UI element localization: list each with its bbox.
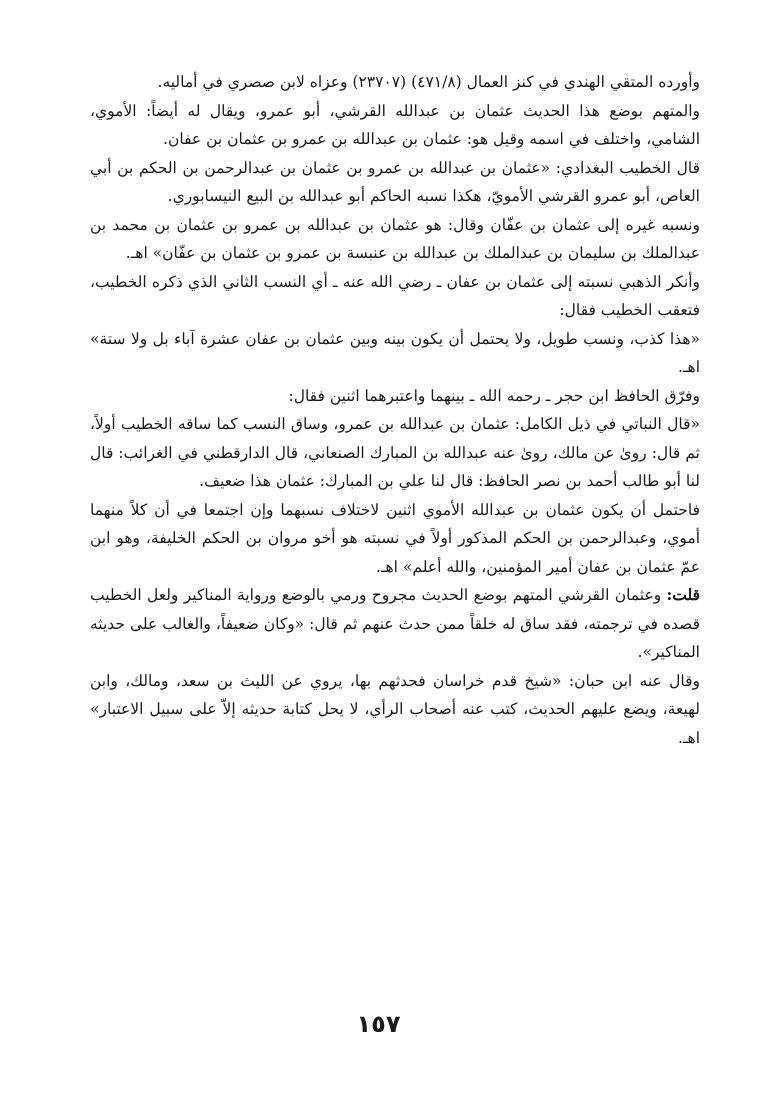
paragraph-accused-narrator: والمتهم بوضع هذا الحديث عثمان بن عبدالله القرشي، أبو عمرو، ويقال له أيضاً: الأموي، الشامي، واختلف في اسمه وقيل هو: عثمان بن عبدالله بن عمرو بن عثمان بن عفان. [90, 101, 700, 148]
paragraph-ibn-hibban: وقال عنه ابن حبان: «شيخ قدم خراسان فحدثهم بها، يروي عن الليث بن سعد، ومالك، وابن لهيعة، ويضع عليهم الحديث، كتب عنه أصحاب الرأي، لا يحل كتابة حديثه إلاّ على سبيل الاعتبار» اهـ. [90, 671, 700, 747]
page-number: ١٥٧ [356, 1010, 401, 1038]
paragraph-author-note [90, 581, 700, 667]
paragraph-two-persons: فاحتمل أن يكون عثمان بن عبدالله الأموي اثنين لاختلاف نسبهما وإن اجتمعا في أن كلاً منهما أموي، وعبدالرحمن بن الحكم المذكور أولاً في نسبته هو أخو مروان بن الحكم الخليفة، وهو ابن عمّ عثمان بن عفان أمير المؤمنين، والله أعلم» اهـ. [90, 500, 700, 576]
paragraph-dhahabi-quote: «هذا كذب، ونسب طويل، ولا يحتمل أن يكون بينه وبين عثمان بن عفان عشرة آباء بل ولا ستة» اهـ. [90, 329, 700, 376]
paragraph-ibn-hajar: وفرّق الحافظ ابن حجر ـ رحمه الله ـ بينهما واعتبرهما اثنين فقال: [288, 386, 700, 405]
note-text: وعثمان القرشي المتهم بوضع الحديث مجروح ورمي بالوضع ورواية المناكير ولعل الخطيب قصده في ترجمته، فقد ساق له خلقاً ممن حدث عنهم ثم قال: «وكان ضعيفاً، والغالب على حديثه المناكير». [90, 586, 700, 661]
paragraph-other-lineage: ونسبه غيره إلى عثمان بن عفّان وقال: هو عثمان بن عبدالله بن عمرو بن عثمان بن محمد بن عبدالملك بن سليمان بن عبدالملك بن عبدالله بن عنبسة بن عمرو بن عثمان بن عفّان» اهـ. [90, 215, 700, 262]
note-label: قلت: [666, 585, 700, 604]
paragraph-dhahabi: وأنكر الذهبي نسبته إلى عثمان بن عفان ـ رضي الله عنه ـ أي النسب الثاني الذي ذكره الخطيب، فتعقب الخطيب فقال: [90, 272, 700, 319]
paragraph-khatib-quote: قال الخطيب البغدادي: «عثمان بن عبدالله بن عمرو بن عثمان بن عبدالرحمن بن الحكم بن أبي العاص، أبو عمرو القرشي الأمويّ، هكذا نسبه الحاكم أبو عبدالله بن البيع النيسابوري. [90, 158, 700, 205]
page-body [90, 68, 700, 752]
paragraph-source: وأورده المتقي الهندي في كنز العمال (٤٧١/٨) (٢٣٧٠٧) وعزاه لابن صصري في أماليه. [157, 73, 700, 91]
paragraph-nabati-quote: «قال النباتي في ذيل الكامل: عثمان بن عبدالله بن عمرو، وساق النسب كما ساقه الخطيب أولاً، ثم قال: روىٰ عن مالك، روىٰ عنه عبدالله بن المبارك الصنعاني، قال الدارقطني في الغرائب: قال لنا أبو طالب أحمد بن نصر الحافظ: قال لنا علي بن المبارك: عثمان هذا ضعيف. [90, 415, 700, 490]
